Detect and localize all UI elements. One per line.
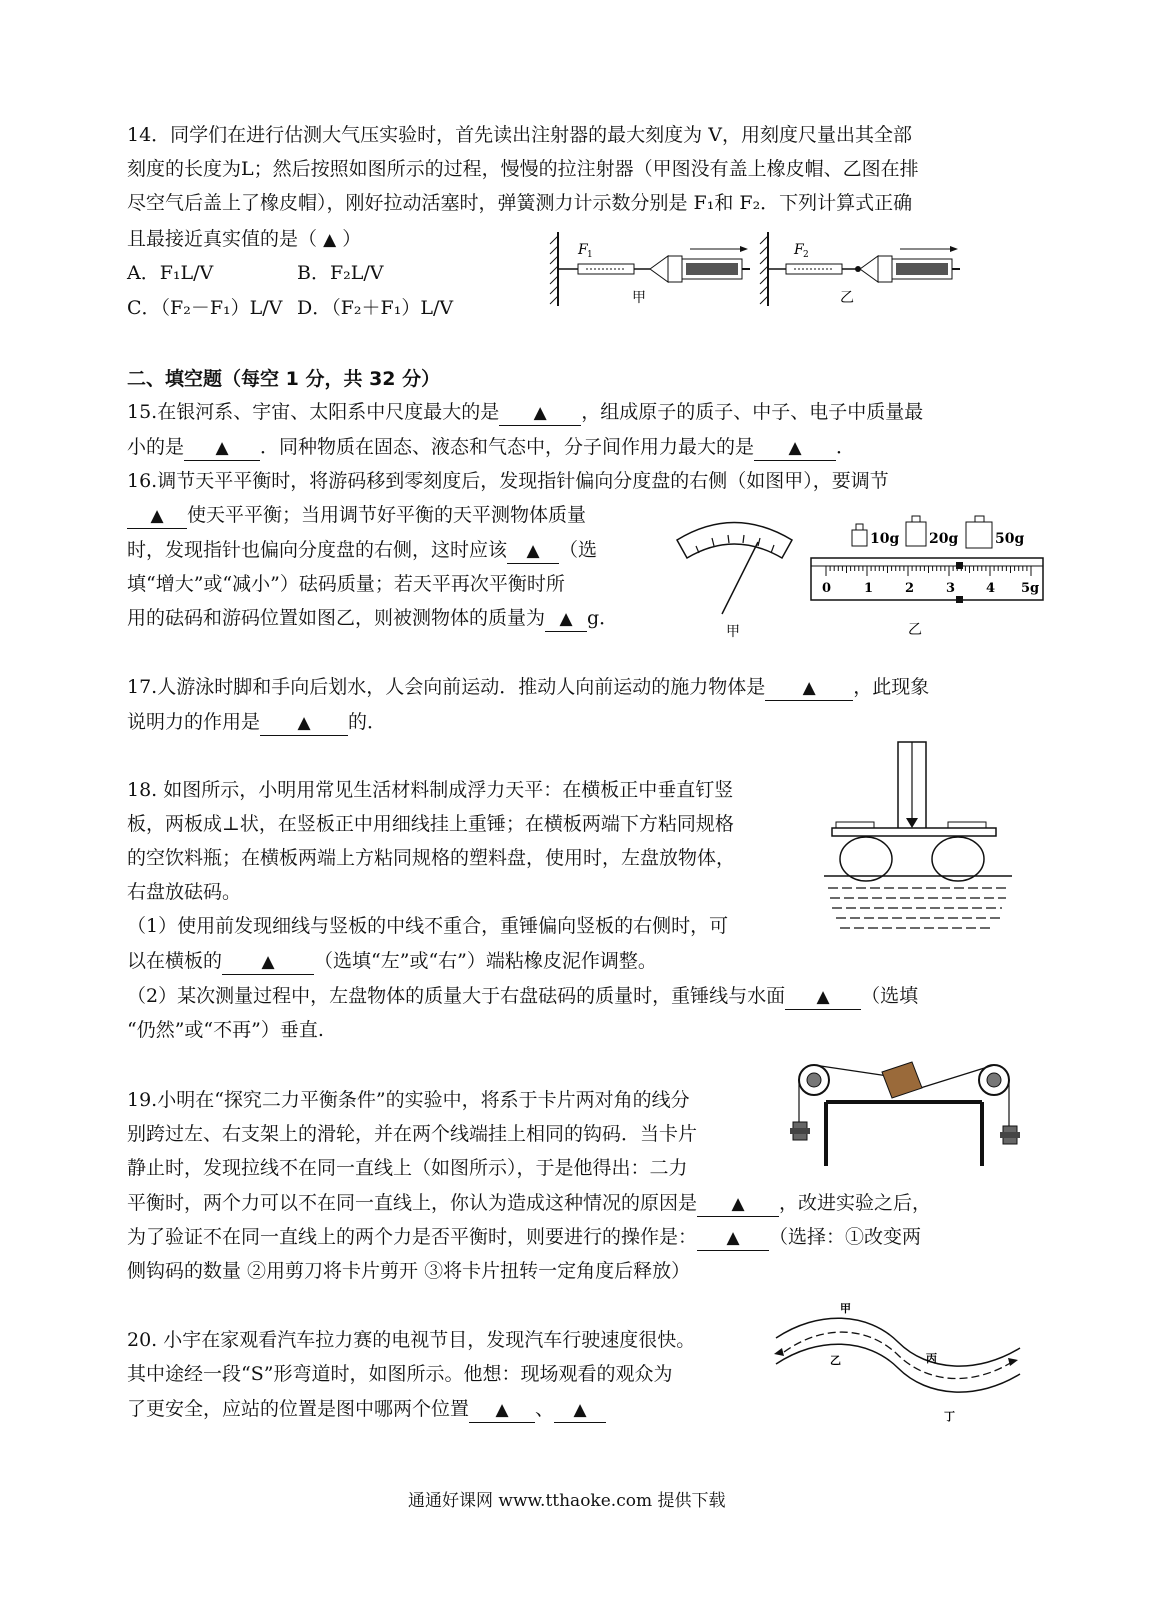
q19-line-2: 别跨过左、右支架上的滑轮，并在两个线端挂上相同的钩码．当卡片 (127, 1123, 698, 1145)
answer-blank[interactable] (554, 1397, 606, 1423)
scale-tick-1: 1 (864, 581, 874, 596)
q14-option-d: D．（F₂＋F₁）L/V (297, 297, 454, 319)
answer-mark: ▲ (573, 1400, 587, 1420)
pulley-card-figure (784, 1048, 1024, 1168)
answer-mark: ▲ (495, 1400, 509, 1420)
syringe-figure (540, 224, 960, 314)
q17-line-2 (127, 707, 386, 737)
scale-tick-5g: 5g (1021, 581, 1040, 596)
q15-text: 15.在银河系、宇宙、太阳系中尺度最大的是 (127, 401, 500, 423)
q15-text: ，组成原子的质子、中子、电子中质量最 (581, 401, 924, 423)
q19-text: ，改进实验之后， (779, 1192, 932, 1214)
answer-mark: ▲ (731, 1194, 745, 1214)
q14-line-2: 刻度的长度为L；然后按照如图所示的过程，慢慢的拉注射器（甲图没有盖上橡皮帽、乙图在排 (127, 158, 919, 180)
q18-line-4: 右盘放砝码。 (127, 881, 242, 903)
q15-line-2 (127, 432, 855, 462)
road-label-yi: 乙 (830, 1354, 841, 1367)
weight-20g-label: 20g (929, 531, 959, 547)
q16-text: 时，发现指针也偏向分度盘的右侧，这时应该 (127, 539, 508, 561)
q18-line-1: 18. 如图所示，小明用常见生活材料制成浮力天平：在横板正中垂直钉竖 (127, 779, 734, 801)
answer-mark: ▲ (526, 541, 540, 561)
section-heading: 二、填空题（每空 1 分，共 32 分） (127, 368, 441, 390)
q16-line-2 (127, 500, 586, 530)
dial-caption: 甲 (726, 624, 740, 640)
q15-text: ． (836, 436, 856, 458)
q19-line-6: 侧钩码的数量 ②用剪刀将卡片剪开 ③将卡片扭转一定角度后释放） (127, 1260, 691, 1282)
page-footer: 通通好课网 www.tthaoke.com 提供下载 (408, 1491, 726, 1511)
balance-dial-figure (672, 510, 802, 640)
q16-line-3 (127, 535, 597, 565)
answer-mark: ▲ (533, 403, 547, 423)
answer-blank[interactable] (469, 1397, 535, 1423)
answer-mark: ▲ (816, 987, 830, 1007)
answer-blank[interactable] (754, 435, 836, 461)
answer-mark: ▲ (261, 952, 275, 972)
road-label-ding: 丁 (944, 1410, 955, 1423)
scale-tick-0: 0 (822, 581, 832, 596)
f2-subscript: 2 (803, 250, 809, 260)
q20-line-1: 20. 小宇在家观看汽车拉力赛的电视节目，发现汽车行驶速度很快。 (127, 1329, 696, 1351)
q18-line-7 (127, 981, 918, 1011)
q15-text: 小的是 (127, 436, 185, 458)
q20-line-2: 其中途经一段“S”形弯道时，如图所示。他想：现场观看的观众为 (127, 1363, 673, 1385)
q19-line-5 (127, 1222, 921, 1252)
q20-text: 、 (535, 1398, 555, 1420)
q18-line-5: （1）使用前发现细线与竖板的中线不重合，重锤偏向竖板的右侧时，可 (127, 915, 729, 937)
q14-option-a: A．F₁L/V (127, 262, 214, 284)
q16-line-4: 填“增大”或“减小”）砝码质量；若天平再次平衡时所 (127, 573, 565, 595)
q14-line-4 (127, 224, 361, 255)
q20-text: 了更安全，应站的位置是图中哪两个位置 (127, 1398, 470, 1420)
road-label-bing: 丙 (926, 1352, 937, 1365)
answer-mark: ▲ (323, 230, 337, 250)
q18-line-6 (127, 946, 657, 976)
q18-line-8: “仍然”或“不再”）垂直. (127, 1019, 324, 1041)
s-curve-road-figure (768, 1302, 1028, 1422)
q17-text: 17.人游泳时脚和手向后划水，人会向前运动．推动人向前运动的施力物体是 (127, 676, 766, 698)
weight-50g-label: 50g (995, 531, 1025, 547)
answer-mark: ▲ (559, 609, 573, 629)
answer-mark: ▲ (802, 678, 816, 698)
q17-text: ，此现象 (853, 676, 930, 698)
f1-subscript: 1 (587, 250, 593, 260)
f2-label: F (794, 242, 804, 258)
q14-line-3: 尽空气后盖上了橡皮帽），刚好拉动活塞时，弹簧测力计示数分别是 F₁和 F₂．下列计算式正确 (127, 192, 913, 214)
syringe-caption-a: 甲 (632, 290, 646, 306)
answer-blank[interactable] (765, 675, 853, 701)
q18-text: （选填 (861, 985, 919, 1007)
buoyancy-balance-figure (822, 738, 1022, 938)
answer-blank[interactable] (785, 984, 861, 1010)
q16-text: 用的砝码和游码位置如图乙，则被测物体的质量为 (127, 607, 546, 629)
weight-10g-label: 10g (870, 531, 900, 547)
answer-mark: ▲ (788, 438, 802, 458)
q16-line-5 (127, 603, 618, 633)
answer-blank[interactable] (127, 503, 187, 529)
answer-mark: ▲ (726, 1228, 740, 1248)
answer-blank[interactable] (222, 949, 314, 975)
q19-text: 平衡时，两个力可以不在同一直线上，你认为造成这种情况的原因是 (127, 1192, 698, 1214)
q14-line-1: 14．同学们在进行估测大气压实验时，首先读出注射器的最大刻度为 V，用刻度尺量出其全部 (127, 124, 912, 146)
answer-blank[interactable] (507, 538, 559, 564)
q19-text: （选择：①改变两 (769, 1226, 922, 1248)
answer-blank[interactable] (499, 400, 581, 426)
answer-mark: ▲ (215, 438, 229, 458)
q17-line-1 (127, 672, 929, 702)
q14-stem-close: ） (342, 228, 362, 250)
q17-text: 说明力的作用是 (127, 711, 261, 733)
q18-text: （2）某次测量过程中，左盘物体的质量大于右盘砝码的质量时，重锤线与水面 (127, 985, 786, 1007)
q14-option-b: B．F₂L/V (297, 262, 384, 284)
q16-text: g． (587, 607, 619, 629)
q19-line-1: 19.小明在“探究二力平衡条件”的实验中，将系于卡片两对角的线分 (127, 1089, 690, 1111)
answer-blank[interactable] (697, 1225, 769, 1251)
q18-line-3: 的空饮料瓶；在横板两端上方粘同规格的塑料盘，使用时，左盘放物体， (127, 847, 736, 869)
q14-stem-end: 且最接近真实值的是（ (127, 228, 318, 250)
q18-line-2: 板，两板成⊥状，在竖板正中用细线挂上重锤；在横板两端下方粘同规格 (127, 813, 734, 835)
weights-scale-figure (808, 510, 1048, 640)
q16-line-1: 16.调节天平平衡时，将游码移到零刻度后，发现指针偏向分度盘的右侧（如图甲），要调节 (127, 470, 889, 492)
scale-tick-3: 3 (946, 581, 956, 596)
scale-caption: 乙 (908, 622, 922, 638)
answer-mark: ▲ (150, 506, 164, 526)
answer-mark: ▲ (297, 713, 311, 733)
q19-line-3: 静止时，发现拉线不在同一直线上（如图所示），于是他得出：二力 (127, 1157, 688, 1179)
answer-blank[interactable] (545, 606, 587, 632)
q16-text: （选 (559, 539, 598, 561)
q14-option-c: C．（F₂－F₁）L/V (127, 297, 283, 319)
q19-text: 为了验证不在同一直线上的两个力是否平衡时，则要进行的操作是： (127, 1226, 698, 1248)
scale-tick-2: 2 (905, 581, 915, 596)
q18-text: （选填“左”或“右”）端粘橡皮泥作调整。 (314, 950, 657, 972)
syringe-caption-b: 乙 (840, 290, 854, 306)
q16-text: 使天平平衡；当用调节好平衡的天平测物体质量 (187, 504, 587, 526)
scale-tick-4: 4 (986, 581, 996, 596)
road-label-jia: 甲 (840, 1302, 851, 1315)
q18-text: 以在横板的 (127, 950, 223, 972)
answer-blank[interactable] (184, 435, 260, 461)
f1-label: F (578, 242, 588, 258)
answer-blank[interactable] (697, 1191, 779, 1217)
q19-line-4 (127, 1188, 931, 1218)
q20-line-3 (127, 1394, 606, 1424)
q17-text: 的． (348, 711, 387, 733)
q15-line-1 (127, 397, 923, 427)
answer-blank[interactable] (260, 710, 348, 736)
q15-text: ．同种物质在固态、液态和气态中，分子间作用力最大的是 (260, 436, 755, 458)
